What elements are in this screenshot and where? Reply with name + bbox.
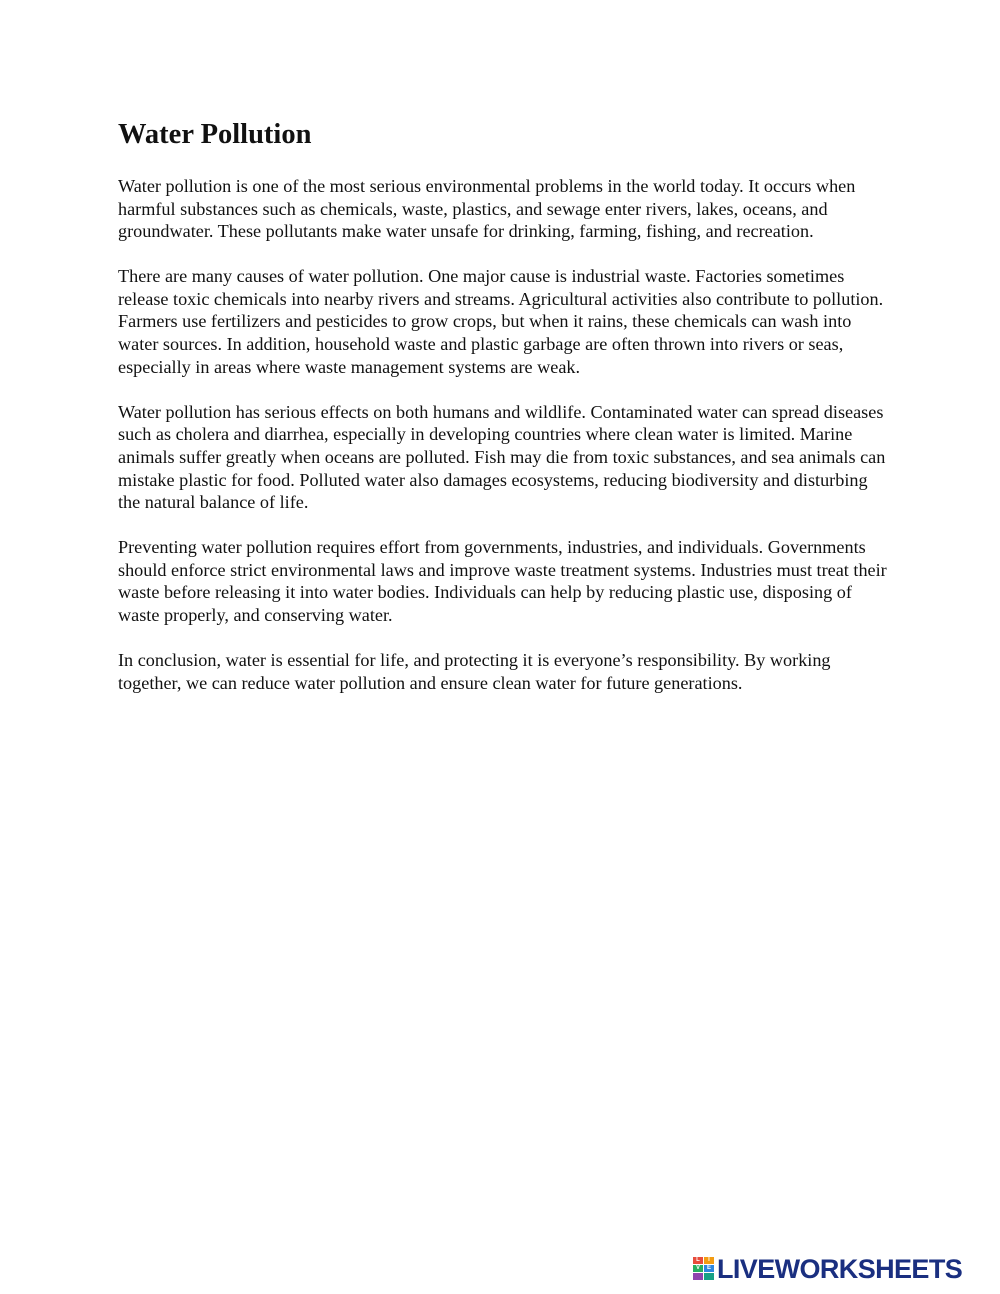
- document-body: [118, 175, 893, 717]
- paragraph-introduction: Water pollution is one of the most serious environmental problems in the world today. It occurs when harmful substances such as chemicals, waste, plastics, and sewage enter rivers, lakes, oceans, and groundwater. These pollutants make water unsafe for drinking, farming, fishing, and recreation.: [118, 176, 856, 242]
- logo-badge-letter-l: L: [693, 1257, 703, 1264]
- liveworksheets-logo-icon: [693, 1257, 714, 1281]
- paragraph-prevention: Preventing water pollution requires effort from governments, industries, and individuals. Governments should enforce strict environmental laws and improve waste treatment systems. Industries must treat their waste before releasing it into water bodies. Individuals can help by reducing plastic use, disposing of waste properly, and conserving water.: [118, 537, 887, 625]
- logo-badge-letter-v: V: [693, 1265, 703, 1272]
- logo-wordmark: LIVEWORKSHEETS: [717, 1254, 963, 1284]
- liveworksheets-logo[interactable]: [693, 1255, 962, 1283]
- logo-badge-letter-e: E: [704, 1265, 714, 1272]
- paragraph-effects: Water pollution has serious effects on both humans and wildlife. Contaminated water can spread diseases such as cholera and diarrhea, especially in developing countries where clean water is limited. Marine animals suffer greatly when oceans are polluted. Fish may die from toxic substances, and sea animals can mistake plastic for food. Polluted water also damages ecosystems, reducing biodiversity and disturbing the natural balance of life.: [118, 401, 886, 513]
- logo-badge-block: [704, 1273, 714, 1280]
- document-title: Water Pollution: [118, 119, 312, 150]
- paragraph-conclusion: In conclusion, water is essential for life, and protecting it is everyone’s responsibility. By working together, we can reduce water pollution and ensure clean water for future generations.: [118, 650, 831, 693]
- paragraph-causes: There are many causes of water pollution. One major cause is industrial waste. Factories sometimes release toxic chemicals into nearby rivers and streams. Agricultural activities also contribute to pollution. Farmers use fertilizers and pesticides to grow crops, but when it rains, these chemicals can wash into water sources. In addition, household waste and plastic garbage are often thrown into rivers or seas, especially in areas where waste management systems are weak.: [118, 266, 884, 377]
- logo-badge-block: [693, 1273, 703, 1280]
- logo-badge-letter-i: I: [704, 1257, 714, 1264]
